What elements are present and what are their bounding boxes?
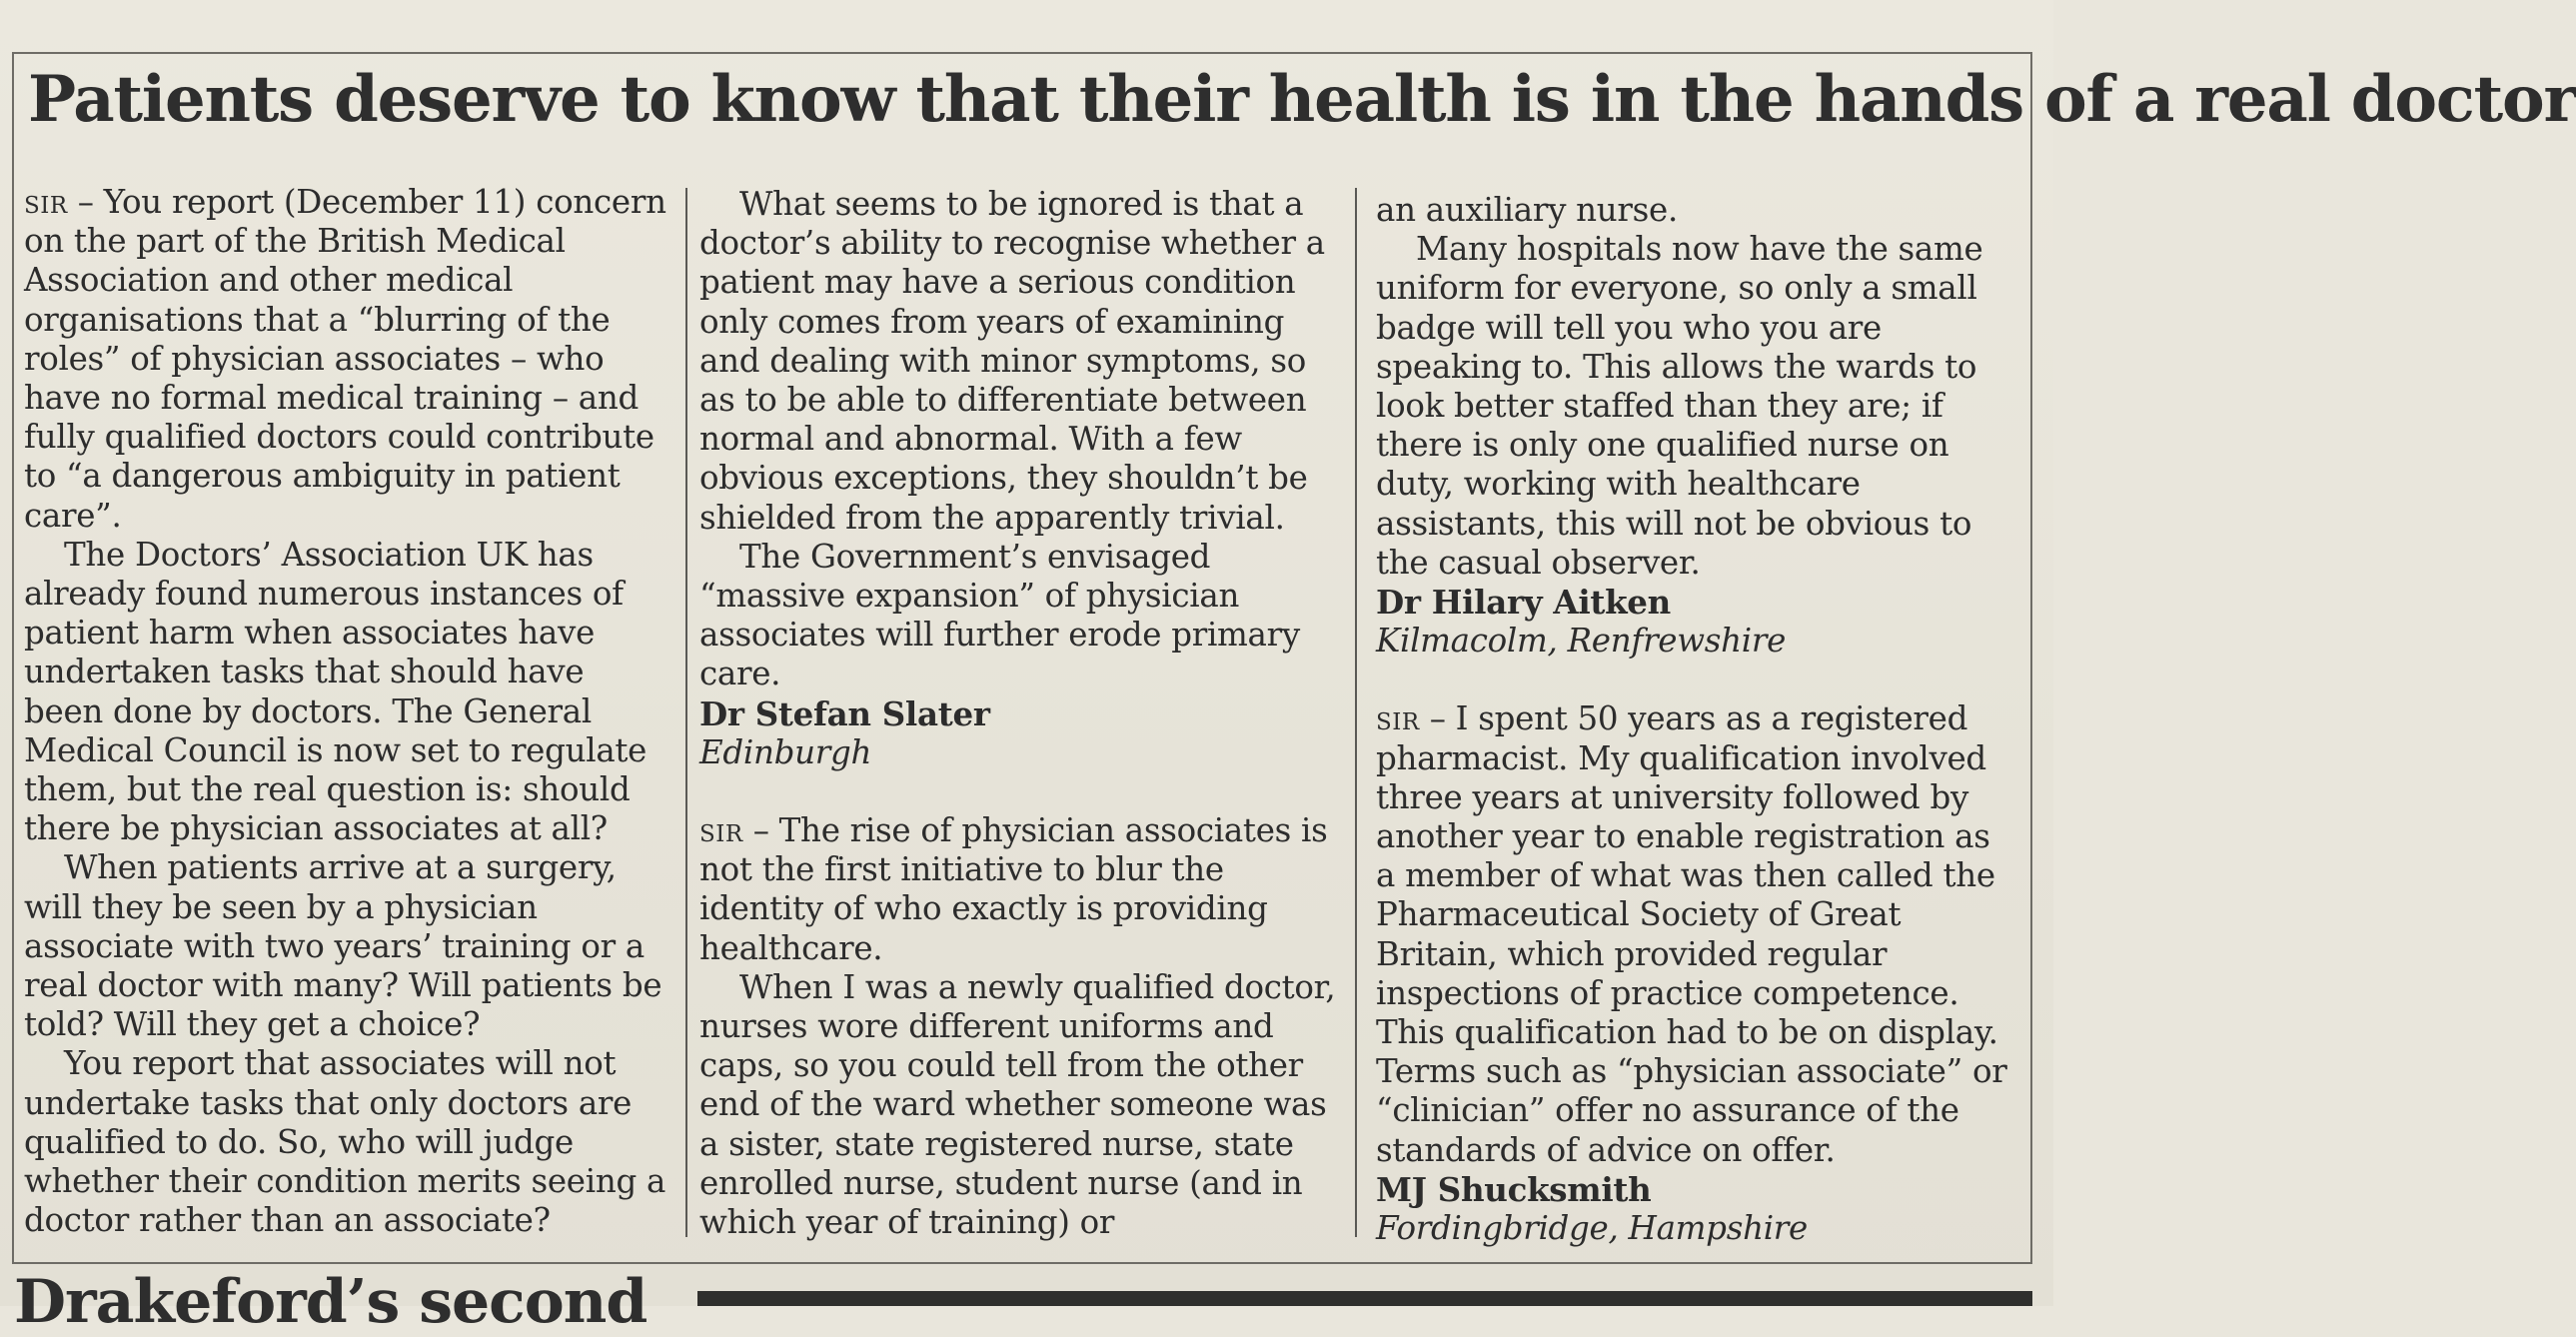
signature-location: Edinburgh [699, 732, 872, 771]
column-1 [24, 183, 671, 1240]
letter-2-paragraph-2: When I was a newly qualified doctor, nurses wore different uniforms and caps, so you could tell from the other end of the ward whether someone was a sister, state registered nurse, state enrolled nurse, student nurse (and in which year of training) or [699, 967, 1336, 1242]
letter-1-paragraph-4: You report that associates will not undertake tasks that only doctors are qualified to do. So, who will judge whether their condition merits seeing a doctor rather than an associate? [24, 1044, 666, 1240]
next-article-headline: Drakeford’s second [14, 1267, 647, 1337]
letter-spacer [1376, 661, 2015, 699]
sir-salutation: sir [699, 811, 743, 850]
letter-2-paragraph-4: Many hospitals now have the same uniform for everyone, so only a small badge will tell you who you are speaking to. This allows the wards to look better staffed than they are; if there is only one qualified nurse on duty, working with healthcare assistants, this will not be obvious to the casual observer. [1376, 230, 1983, 582]
letter-spacer [699, 772, 1339, 811]
letter-2-paragraph-1: sir – The rise of physician associates is not the first initiative to blur the identity of who exactly is providing healthcare. [699, 811, 1328, 967]
letter-1-paragraph-2: The Doctors’ Association UK has already found numerous instances of patient harm when associates have undertaken tasks that should have been done by doctors. The General Medical Council is now set to regulate them, but the real question is: should there be physician associates at all? [24, 535, 647, 848]
page-headline: Patients deserve to know that their health is in the hands of a real doctor [28, 62, 2576, 137]
signature-location: Fordingbridge, Hampshire [1376, 1209, 1808, 1248]
letter-1-paragraph-5: What seems to be ignored is that a doctor’s ability to recognise whether a patient may have a serious condition only comes from years of examining and dealing with minor symptoms, so as to be able to differentiate between normal and abnormal. With a few obvious exceptions, they shouldn’t be shielded from the apparently trivial. [699, 185, 1325, 537]
letter-1-paragraph-1: sir – You report (December 11) concern on the part of the British Medical Association and other medical organisations that a “blurring of the roles” of physician associates – who have no formal medical training – and fully qualified doctors could contribute to “a dangerous ambiguity in patient care”. [24, 183, 666, 535]
column-divider-2 [1355, 188, 1357, 1237]
letter-2-paragraph-3: an auxiliary nurse. [1376, 191, 1679, 229]
column-divider-1 [685, 188, 687, 1237]
letter-3-paragraph-1: sir – I spent 50 years as a registered pharmacist. My qualification involved three years at university followed by another year to enable registration as a member of what was then called the Pharmaceutical Society of Great Britain, which provided regular inspections of practice competence. This qualification had to be on display. Terms such as “physician associate” or “clinician” offer no assurance of the standards of advice on offer. [1376, 699, 2007, 1169]
letter-1-paragraph-3: When patients arrive at a surgery, will they be seen by a physician associate with two years’ training or a real doctor with many? Will patients be told? Will they get a choice? [24, 848, 662, 1044]
next-article-image [697, 1291, 2032, 1306]
column-2 [699, 185, 1339, 1242]
sir-salutation: sir [1376, 699, 1420, 738]
signature-name: Dr Stefan Slater [699, 693, 990, 733]
signature-name: Dr Hilary Aitken [1376, 583, 1671, 623]
sir-salutation: sir [24, 183, 68, 221]
signature-location: Kilmacolm, Renfrewshire [1376, 622, 1787, 661]
letter-1-paragraph-6: The Government’s envisaged “massive expansion” of physician associates will further erode primary care. [699, 537, 1300, 693]
signature-name: MJ Shucksmith [1376, 1169, 1652, 1209]
column-3 [1376, 191, 2015, 1248]
